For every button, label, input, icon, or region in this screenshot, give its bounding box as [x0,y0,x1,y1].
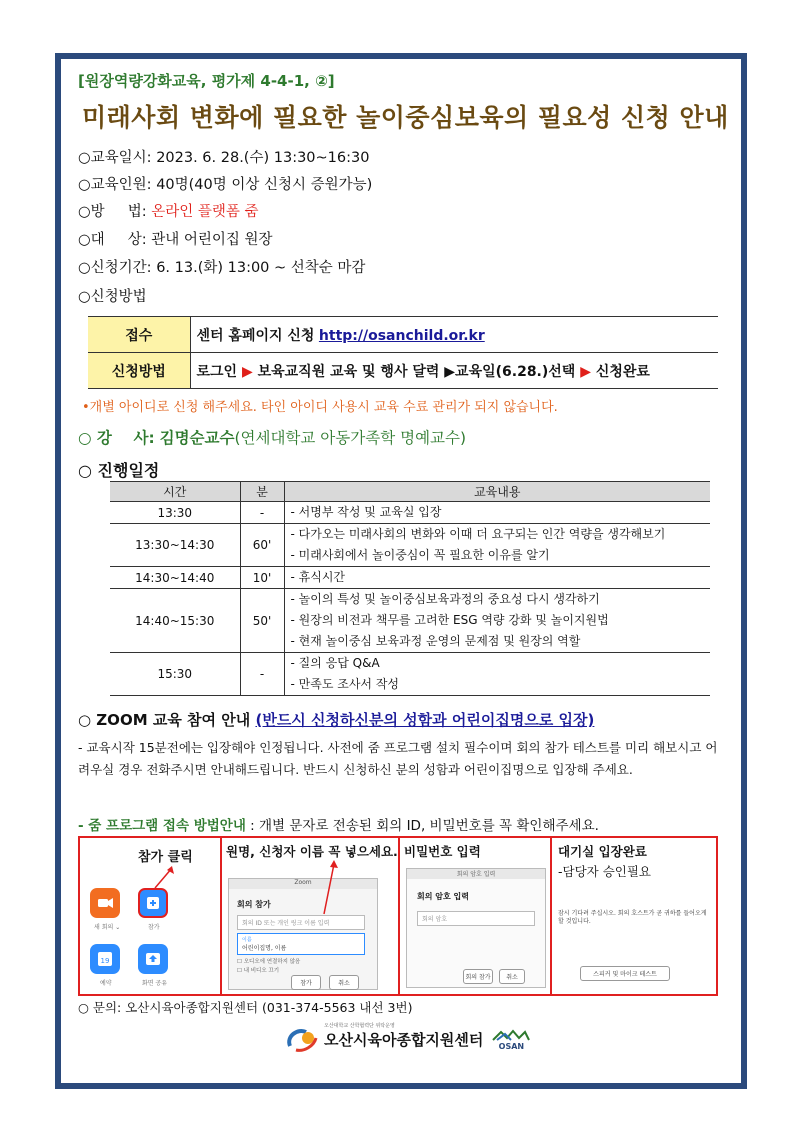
zoom-heading-text: ○ ZOOM 교육 참여 안내 [78,711,251,729]
panel-password [400,838,552,994]
step: 보육교직원 교육 및 행사 달력 [257,363,440,380]
dialog-heading: 회의 암호 입력 [417,892,469,901]
button-caption: 예약 [100,980,112,987]
panel-title: 원명, 신청자 이름 꼭 넣으세요. [226,844,398,859]
button-caption: 참가 [148,924,160,931]
apply-key: 신청방법 [88,353,190,389]
osan-city-logo [491,1028,531,1051]
info-label: ○신청기간: [78,260,152,276]
waiting-message: 잠시 기다려 주십시오. 회의 호스트가 곧 귀하를 들어오게 할 것입니다. [558,910,707,925]
button-caption: 새 회의 ⌄ [94,924,121,931]
calendar-icon [90,944,120,974]
panel-waiting-room [552,838,716,994]
panel-title: 참가 클릭 [138,850,193,865]
info-label: ○교육일시: [78,150,152,166]
zoom-guide-panels [78,836,718,996]
info-method [78,200,259,221]
zoom-join-window [228,878,378,990]
center-logo-mark-icon [284,1024,320,1054]
cell-min: 50' [240,589,284,653]
col-header: 교육내용 [284,482,710,502]
arrow-icon: ▶ [580,363,591,380]
header-tag: [원장역량강화교육, 평가제 4-4-1, ②] [78,72,335,90]
join-meeting-button[interactable]: 회의 참가 [463,969,493,984]
zoom-access-label: - 줌 프로그램 접속 방법안내 [78,818,246,834]
meeting-id-input[interactable]: 회의 ID 또는 개인 링크 이름 입력 [237,915,365,930]
center-logo [284,1024,531,1054]
info-value: 온라인 플랫폼 줌 [151,204,259,220]
checkbox-label: 내 비디오 끄기 [243,968,280,974]
homepage-link[interactable]: http://osanchild.or.kr [318,327,485,344]
lecturer-label: ○ 강 사: [78,429,155,447]
cell-time: 13:30 [110,502,240,524]
info-period [78,256,365,277]
apply-table [88,316,718,389]
cell-time: 13:30~14:30 [110,524,240,567]
dialog-heading: 회의 참가 [237,900,271,909]
osan-badge-text: OSAN [498,1041,525,1051]
join-button[interactable]: 참가 [291,975,321,990]
apply-text: 센터 홈페이지 신청 [196,327,315,344]
step: ▶교육일(6.28.)선택 [444,363,576,380]
cell-min: - [240,502,284,524]
content-item: - 질의 응답 Q&A [290,656,380,670]
zoom-password-window [406,868,546,988]
info-capacity [78,173,372,194]
lecturer-affil: (연세대학교 아동가족학 명예교수) [234,429,467,447]
button-caption: 화면 공유 [142,980,168,987]
content-item: - 현재 놀이중심 보육과정 운영의 문제점 및 원장의 역할 [290,634,581,648]
cell-content [284,502,710,524]
window-title: Zoom [229,879,377,889]
table-row [88,317,718,353]
schedule-table [110,481,710,696]
checkbox-no-audio[interactable]: ☐ 오디오에 연결하지 않음 [237,959,301,965]
info-value: 40명(40명 이상 신청시 증원가능) [156,177,373,193]
info-label: ○대 상: [78,232,147,248]
svg-text:19: 19 [100,957,110,965]
password-input[interactable]: 회의 암호 [417,911,535,926]
logo-name: 오산시육아종합지원센터 [324,1030,484,1049]
lecturer-name: 김명순교수 [159,429,235,447]
checkbox-video-off[interactable]: ☐ 내 비디오 끄기 [237,968,280,974]
cell-content [284,524,710,567]
arrow-icon: ▶ [241,363,253,380]
cell-content [284,653,710,696]
zoom-paragraph: - 교육시작 15분전에는 입장해야 인정됩니다. 사전에 줌 프로그램 설치 필수이며 회의 참가 테스트를 미리 해보시고 어려우실 경우 전화주시면 안내해드립니다. 반드시 신청하신 분의 성함과 어린이집명으로 입장해 주세요. [78,740,718,777]
content-item: - 원장의 비전과 책무를 고려한 ESG 역량 강화 및 놀이지원법 [290,613,609,627]
name-label: 이름 [242,937,252,943]
zoom-access-text: : 개별 문자로 전송된 회의 ID, 비밀번호를 꼭 확인해주세요. [250,818,599,834]
share-screen-icon [138,944,168,974]
cell-time: 14:40~15:30 [110,589,240,653]
panel-subtitle: -담당자 승인필요 [558,864,652,879]
content-item: - 휴식시간 [290,570,346,584]
info-label: ○방 법: [78,204,147,220]
cell-min: 60' [240,524,284,567]
info-date [78,146,369,167]
arrow-icon [150,864,180,890]
panel-title: 대기실 입장완료 [558,844,647,859]
apply-note: •개별 아이디로 신청 해주세요. 타인 아이디 사용시 교육 수료 관리가 되지 않습니다. [82,400,558,415]
info-label: ○교육인원: [78,177,152,193]
info-value: 6. 13.(화) 13:00 ~ 선착순 마감 [156,260,366,276]
content-item: - 다가오는 미래사회의 변화와 이때 더 요구되는 인간 역량을 생각해보기 [290,527,666,541]
col-header: 시간 [110,482,240,502]
cell-time: 15:30 [110,653,240,696]
info-value: 관내 어린이집 원장 [151,232,273,248]
panel-enter-name [222,838,400,994]
speaker-test-button[interactable]: 스피커 및 마이크 테스트 [580,966,670,981]
lecturer-line [78,426,466,448]
checkbox-label: 오디오에 연결하지 않음 [243,959,301,965]
info-apply-method [78,285,147,306]
name-input[interactable] [237,933,365,955]
table-row [110,567,710,589]
cancel-button[interactable]: 취소 [329,975,359,990]
cell-content [284,589,710,653]
content-item: - 미래사회에서 놀이중심이 꼭 필요한 이유를 알기 [290,548,550,562]
cell-min: - [240,653,284,696]
table-row [110,524,710,567]
content-item: - 만족도 조사서 작성 [290,677,400,691]
contact-info: ○ 문의: 오산시육아종합지원센터 (031-374-5563 내선 3번) [78,1000,413,1015]
cell-time: 14:30~14:40 [110,567,240,589]
schedule-button[interactable] [90,944,120,974]
page-title: 미래사회 변화에 필요한 놀이중심보육의 필요성 신청 안내 [82,103,729,132]
name-value: 어린이집명, 이름 [242,945,287,952]
window-title: 회의 암호 입력 [407,869,545,879]
table-row [88,353,718,389]
panel-title: 비밀번호 입력 [404,844,481,859]
content-item: - 놀이의 특성 및 놀이중심보육과정의 중요성 다시 생각하기 [290,592,600,606]
apply-key: 접수 [88,317,190,353]
cancel-button[interactable]: 취소 [499,969,525,984]
table-header-row [110,482,710,502]
table-row [110,502,710,524]
logo-subtext: 오산대학교 산학협력단 위탁운영 [324,1023,395,1029]
zoom-heading [78,709,594,730]
content-item: - 서명부 작성 및 교육실 입장 [290,505,442,519]
zoom-heading-link: (반드시 신청하신분의 성함과 어린이집명으로 입장) [255,711,595,729]
apply-steps [190,353,718,389]
zoom-access-guide [78,814,599,834]
info-target [78,228,273,249]
osan-wave-icon [491,1028,531,1042]
cell-content [284,567,710,589]
apply-value [190,317,718,353]
schedule-heading: ○ 진행일정 [78,461,160,480]
share-screen-button[interactable] [138,944,168,974]
panel-join-click [80,838,222,994]
join-button[interactable] [138,888,168,918]
table-row [110,589,710,653]
step: 신청완료 [595,363,650,380]
arrow-icon [318,858,346,918]
table-row [110,653,710,696]
plus-icon [140,890,166,916]
cell-min: 10' [240,567,284,589]
step: 로그인 [196,363,238,380]
col-header: 분 [240,482,284,502]
info-value: 2023. 6. 28.(수) 13:30~16:30 [156,150,370,166]
video-camera-icon [90,888,120,918]
new-meeting-button[interactable] [90,888,120,918]
info-label: ○신청방법 [78,289,147,305]
